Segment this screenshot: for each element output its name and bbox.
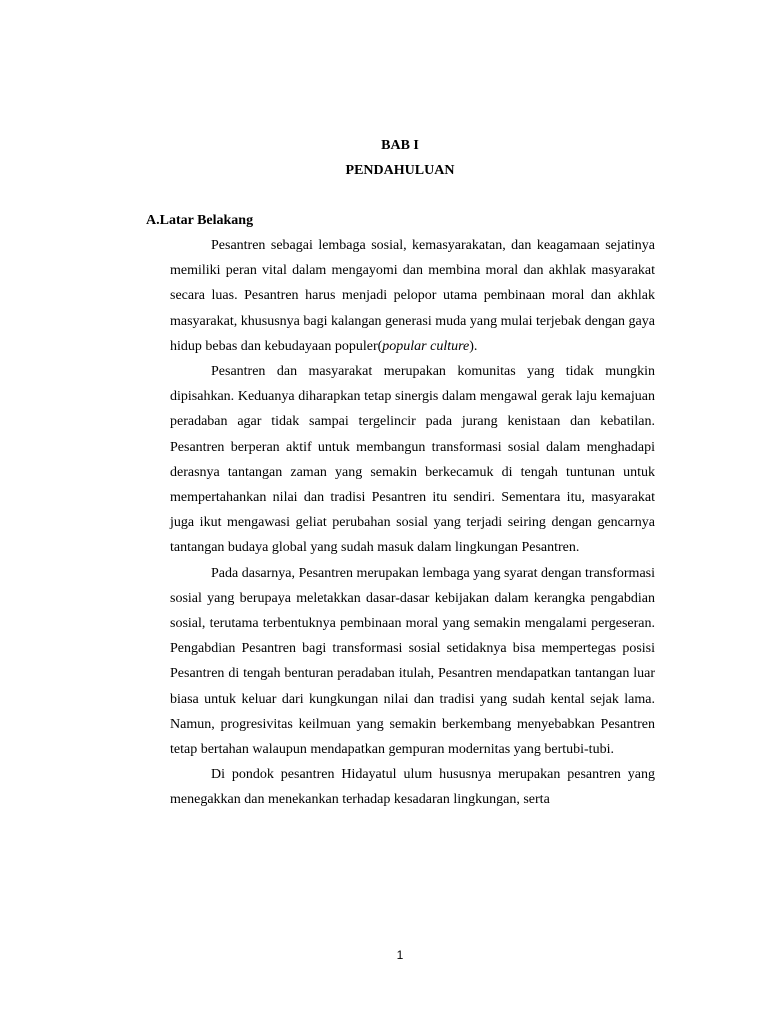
chapter-title: PENDAHULUAN	[345, 163, 455, 178]
body-text	[170, 233, 655, 813]
paragraph-1	[170, 233, 655, 359]
paragraph-1-italic: popular culture	[382, 338, 470, 354]
paragraph-3: Pada dasarnya, Pesantren merupakan lembaga yang syarat dengan transformasi sosial yang berupaya meletakkan dasar-dasar kebijakan dalam kerangka pengabdian sosial, terutama terbentuknya pembinaan moral yang semakin mengalami pergeseran. Pengabdian Pesantren bagi transformasi sosial setidaknya bisa mempertegas posisi Pesantren di tengah benturan peradaban itulah, Pesantren mendapatkan tantangan luar biasa untuk keluar dari kungkungan nilai dan tradisi yang sudah kental sejak lama. Namun, progresivitas keilmuan yang semakin berkembang menyebabkan Pesantren tetap bertahan walaupun mendapatkan gempuran modernitas yang bertubi-tubi.	[170, 565, 655, 758]
paragraph-2: Pesantren dan masyarakat merupakan komunitas yang tidak mungkin dipisahkan. Keduanya diharapkan tetap sinergis dalam mengawal gerak laju kemajuan peradaban agar tidak sampai tergelincir pada jurang kenistaan dan kebatilan. Pesantren berperan aktif untuk membangun transformasi sosial dalam menghadapi derasnya tantangan zaman yang semakin berkecamuk di tengah tuntunan untuk mempertahankan nilai dan tradisi Pesantren itu sendiri. Sementara itu, masyarakat juga ikut mengawasi geliat perubahan sosial yang terjadi seiring dengan gencarnya tantangan budaya global yang sudah masuk dalam lingkungan Pesantren.	[170, 364, 655, 556]
paragraph-1-end: ).	[469, 338, 478, 354]
paragraph-4: Di pondok pesantren Hidayatul ulum hususnya merupakan pesantren yang menegakkan dan menekankan terhadap kesadaran lingkungan, serta	[170, 767, 655, 808]
section-heading: A.Latar Belakang	[146, 213, 254, 228]
chapter-number: BAB I	[381, 138, 419, 153]
page-number: 1	[396, 948, 404, 962]
paragraph-1-text: Pesantren sebagai lembaga sosial, kemasyarakatan, dan keagamaan sejatinya memiliki peran vital dalam mengayomi dan membina moral dan akhlak masyarakat secara luas. Pesantren harus menjadi pelopor utama pembinaan moral dan akhlak masyarakat, khususnya bagi kalangan generasi muda yang mulai terjebak dengan gaya hidup bebas dan kebudayaan populer(	[170, 238, 655, 354]
